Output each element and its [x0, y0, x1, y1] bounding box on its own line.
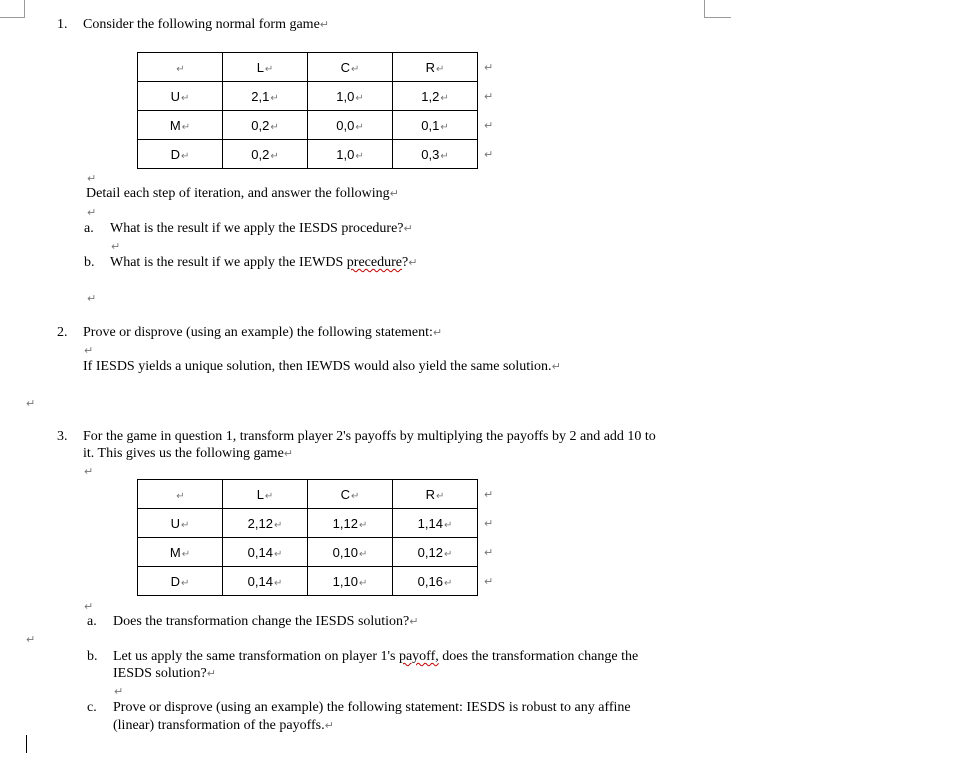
table-cell: 0,10↵ [308, 538, 393, 567]
table-cell: 0,3↵ [393, 140, 478, 169]
row-end-mark: ↵ [484, 575, 494, 588]
paragraph-mark: ↵ [84, 600, 94, 613]
table-header-cell: L↵ [223, 480, 308, 509]
table-header-row [138, 53, 478, 82]
q3c-text-line2: (linear) transformation of the payoffs.↵ [113, 718, 334, 733]
table-cell: 1,10↵ [308, 567, 393, 596]
row-end-mark: ↵ [484, 488, 494, 501]
q1a-label: a. [84, 221, 94, 236]
q1a-text: What is the result if we apply the IESDS procedure?↵ [110, 221, 413, 236]
table-cell: 0,1↵ [393, 111, 478, 140]
q3a-label: a. [87, 614, 97, 629]
table-cell: 1,0↵ [308, 140, 393, 169]
row-end-mark: ↵ [484, 119, 494, 132]
table-row-label: D↵ [138, 140, 223, 169]
table-header-cell: ↵ [138, 480, 223, 509]
table-row [138, 567, 478, 596]
table-header-cell: R↵ [393, 53, 478, 82]
table-header-cell: ↵ [138, 53, 223, 82]
table-cell: 0,14↵ [223, 567, 308, 596]
table-header-row [138, 480, 478, 509]
table-header-cell: C↵ [308, 480, 393, 509]
table-header-cell: L↵ [223, 53, 308, 82]
table-row [138, 509, 478, 538]
spelling-error: payoff, [398, 649, 439, 664]
table-cell: 2,1↵ [223, 82, 308, 111]
spelling-error: precedure [346, 255, 402, 270]
q2-number: 2. [57, 325, 68, 340]
table-row [138, 538, 478, 567]
paragraph-mark: ↵ [26, 633, 36, 646]
game-table-2 [137, 479, 478, 596]
q3-text-line2: it. This gives us the following game↵ [83, 446, 293, 461]
table-cell: 1,12↵ [308, 509, 393, 538]
table-header-cell: R↵ [393, 480, 478, 509]
q3c-text-line1: Prove or disprove (using an example) the following statement: IESDS is robust to any affine [113, 700, 631, 715]
table-row-label: D↵ [138, 567, 223, 596]
paragraph-mark: ↵ [87, 172, 97, 185]
q3-text-line1: For the game in question 1, transform player 2's payoffs by multiplying the payoffs by 2 and add 10 to [83, 429, 656, 444]
row-end-mark: ↵ [484, 546, 494, 559]
q2-text: Prove or disprove (using an example) the following statement:↵ [83, 325, 443, 340]
table-cell: 1,14↵ [393, 509, 478, 538]
paragraph-mark: ↵ [26, 397, 36, 410]
q3b-text-line1: Let us apply the same transformation on player 1's payoff, does the transformation change the [113, 649, 639, 664]
q3b-text-line2: IESDS solution?↵ [113, 666, 216, 681]
q1-number: 1. [57, 17, 68, 32]
table-row-label: U↵ [138, 509, 223, 538]
row-end-mark: ↵ [484, 148, 494, 161]
table-cell: 0,12↵ [393, 538, 478, 567]
table-row [138, 140, 478, 169]
q1b-text: What is the result if we apply the IEWDS precedure?↵ [110, 255, 418, 270]
table-row [138, 111, 478, 140]
table-row-label: M↵ [138, 111, 223, 140]
q3b-label: b. [87, 649, 98, 664]
q1b-label: b. [84, 255, 95, 270]
table-cell: 0,16↵ [393, 567, 478, 596]
paragraph-mark: ↵ [111, 240, 121, 253]
game-table-1 [137, 52, 478, 169]
paragraph-mark: ↵ [87, 292, 97, 305]
paragraph-mark: ↵ [84, 465, 94, 478]
table-cell: 2,12↵ [223, 509, 308, 538]
table-cell: 0,2↵ [223, 140, 308, 169]
table-header-cell: C↵ [308, 53, 393, 82]
q3a-text: Does the transformation change the IESDS solution?↵ [113, 614, 419, 629]
paragraph-mark: ↵ [84, 344, 94, 357]
table-row-label: U↵ [138, 82, 223, 111]
table-row-label: M↵ [138, 538, 223, 567]
q3c-label: c. [87, 700, 97, 715]
paragraph-mark: ↵ [87, 206, 97, 219]
q1-text: Consider the following normal form game↵ [83, 17, 330, 32]
paragraph-mark: ↵ [114, 685, 124, 698]
row-end-mark: ↵ [484, 517, 494, 530]
row-end-mark: ↵ [484, 61, 494, 74]
row-end-mark: ↵ [484, 90, 494, 103]
crop-mark-right [704, 0, 731, 18]
q1-instruction: Detail each step of iteration, and answer the following↵ [86, 186, 399, 201]
q3-number: 3. [57, 429, 68, 444]
crop-mark-left [0, 0, 25, 18]
table-cell: 1,2↵ [393, 82, 478, 111]
table-cell: 0,0↵ [308, 111, 393, 140]
table-cell: 0,2↵ [223, 111, 308, 140]
table-row [138, 82, 478, 111]
text-cursor [26, 735, 27, 753]
q2-statement: If IESDS yields a unique solution, then IEWDS would also yield the same solution.↵ [83, 359, 561, 374]
table-cell: 1,0↵ [308, 82, 393, 111]
table-cell: 0,14↵ [223, 538, 308, 567]
